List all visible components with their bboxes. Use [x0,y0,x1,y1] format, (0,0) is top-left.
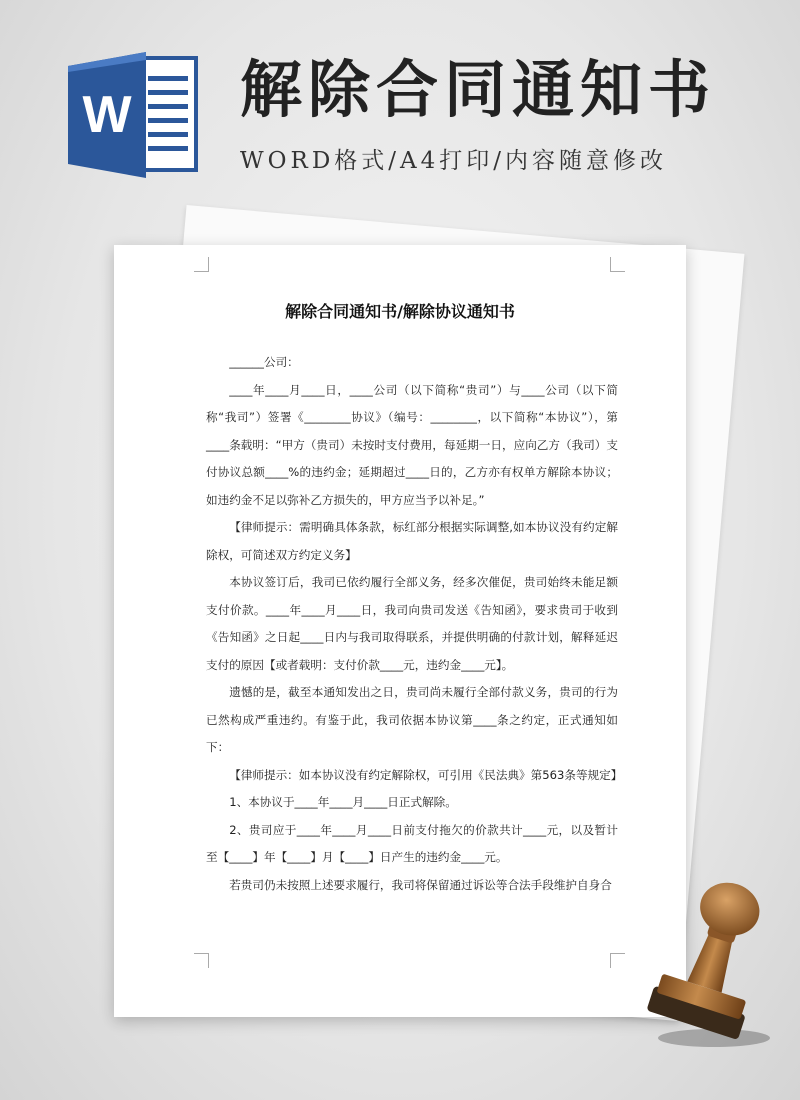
word-icon-letter: W [82,86,132,144]
paragraph: 本协议签订后，我司已依约履行全部义务，经多次催促，贵司始终未能足额支付价款。____年____月____日，我司向贵司发送《告知函》，要求贵司于收到《告知函》之日起____日内与我司取得联系，并提供明确的付款计划，解释延迟支付的原因【或者载明：支付价款____元，违约金____元】。 [206,575,618,672]
word-app-icon [68,52,198,178]
crop-mark-top-right [610,257,625,272]
page-title: 解除合同通知书 [240,53,717,126]
clause-item: 2、贵司应于____年____月____日前支付拖欠的价款共计____元，以及暂计至【____】年【____】月【____】日产生的违约金____元。 [206,822,618,864]
crop-mark-bottom-left [194,953,209,968]
lawyer-tip: 【律师提示：需明确具体条款，标红部分根据实际调整,如本协议没有约定解除权，可简述双方约定义务】 [206,520,618,562]
salutation: ______公司： [229,355,299,369]
document-page [114,245,686,1017]
paragraph: ____年____月____日，____公司（以下简称“贵司”）与____公司（以下简称“我司”）签署《________协议》（编号：________，以下简称“本协议”），第____条载明：“甲方（贵司）未按时支付费用，每延期一日，应向乙方（我司）支付协议总额____%的违约金；延期超过____日的，乙方亦有权单方解除本协议；如违约金不足以弥补乙方损失的，甲方应当予以补足。” [206,382,618,507]
wooden-stamp-icon [640,870,780,1050]
document-body [206,349,623,899]
page-subtitle: WORD格式/A4打印/内容随意修改 [240,148,667,174]
paragraph: 若贵司仍未按照上述要求履行，我司将保留通过诉讼等合法手段维护自身合 [229,877,612,892]
crop-mark-bottom-right [610,953,625,968]
clause-item: 1、本协议于____年____月____日正式解除。 [229,795,457,809]
crop-mark-top-left [194,257,209,272]
lawyer-tip: 【律师提示：如本协议没有约定解除权，可引用《民法典》第563条等规定】 [229,767,623,782]
paragraph: 遗憾的是，截至本通知发出之日，贵司尚未履行全部付款义务，贵司的行为已然构成严重违约。有鉴于此，我司依据本协议第____条之约定，正式通知如下： [206,685,618,754]
document-title: 解除合同通知书/解除协议通知书 [285,302,515,321]
